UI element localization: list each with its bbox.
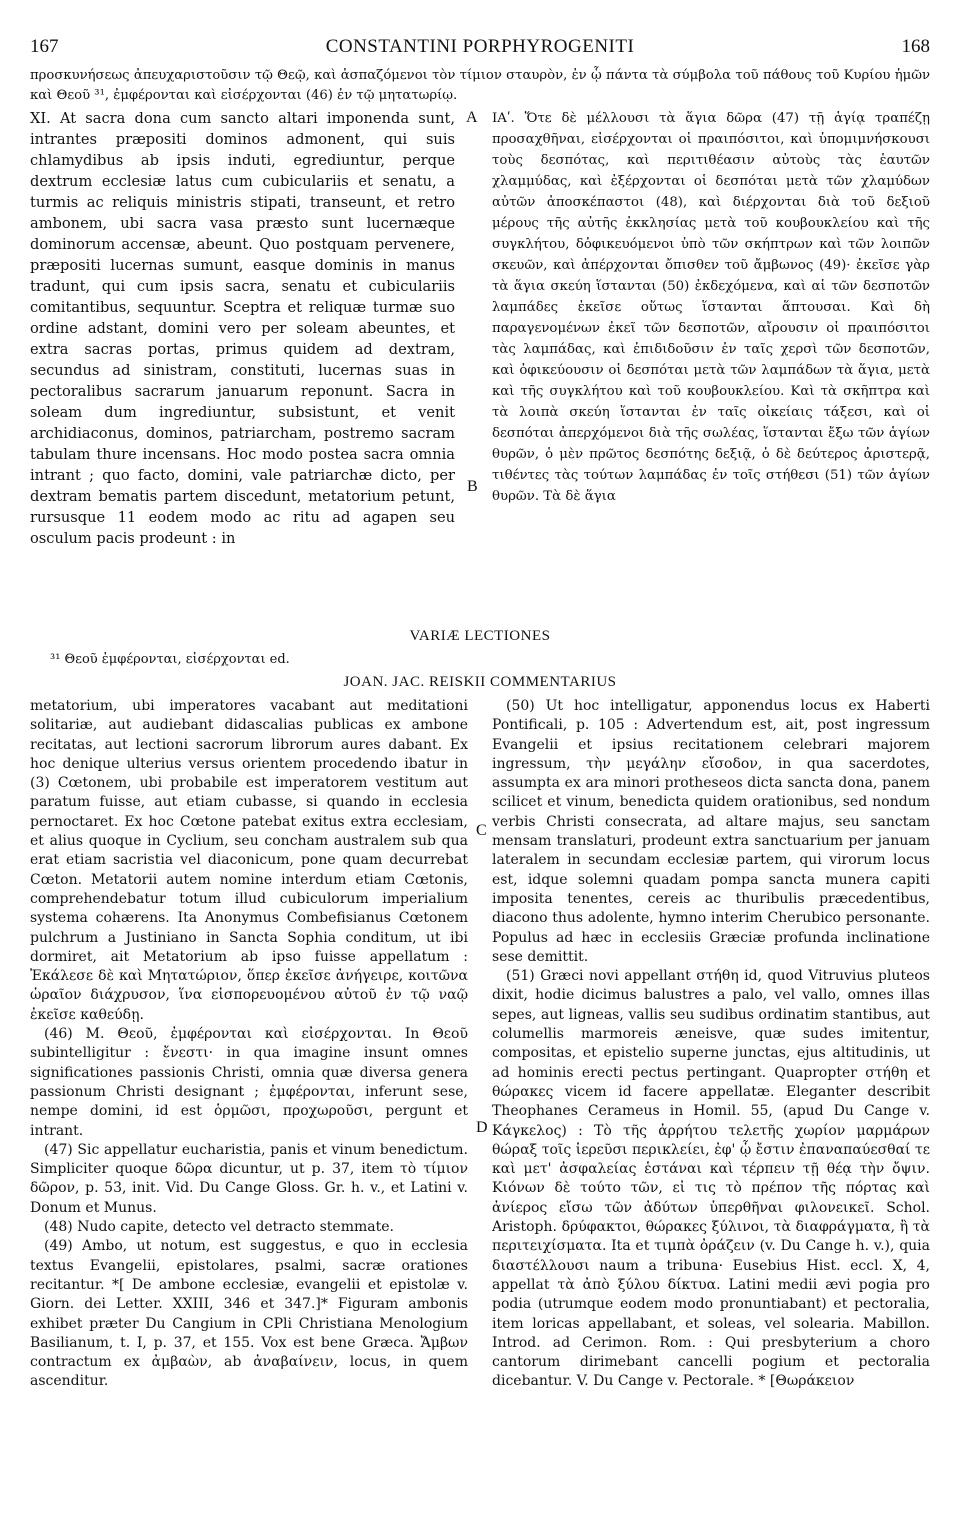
commentary-note: (50) Ut hoc intelligatur, apponendus locus ex Haberti Pontificali, p. 105 : Advertendum est, ait, post ingressum Evangelii et ipsius recitationem celebrari majorem ingressum, τὴν μεγάλην εἴσοδον, in qua sacerdotes, assumpta ex ara minori protheseos dicta sancta dona, panem scilicet et vinum, benedicta quidem orationibus, sed nondum verbis Christi consecrata, ad altare majus, seu sanctam mensam translaturi, prodeunt extra sanctuarium per januam lateralem in secundam ecclesiæ partem, qui virorum locus est, idque solemni quadam pompa sancta munera capiti imposita tenentes, cereis ac thuribulis præcedentibus, diacono thus adolente, hymno interim Cherubico personante. Populus ad hæc in ecclesiis Græciæ profunda inclinatione sese demittit. [492,698,930,965]
commentary-note: (47) Sic appellatur eucharistia, panis et vinum benedictum. Simpliciter quoque δῶρα dicuntur, ut p. 37, item τὸ τίμιον δῶρον, p. 53, init. Vid. Du Cange Gloss. Gr. h. v., et Latini v. Donum et Munus. [30,1141,468,1216]
margin-marker-d: D [476,1119,488,1136]
commentary-note: (51) Græci novi appellant στήθη id, quod Vitruvius pluteos dixit, hodie dicimus balustres a palo, vel vallo, omnes illas sepes, aut ligneas, vallis seu sudibus ordinatim stantibus, aut columellis marmoreis æneisve, quæ sudes imitentur, compositas, et epistelio superne junctas, ejus altitudinis, ut ad hominis erecti pectus pertingant. Quapropter στήθη et θώρακες vicem id facere appellatæ. Eleganter describit Theophanes Cerameus in Homil. 55, (apud Du Cange v. Κάγκελος) : Τὸ τῆς ἀρρήτου τελετῆς χωρίον μαρμάρων θώραξ τοῖς ἱερεῦσι περικλείει, ἐφ' ᾧ ἔστιν ἐπαναπαύεσθαί τε καὶ μετ' ἀσφαλείας ἑστάναι καὶ τέρπειν τῇ θέᾳ τὴν ὄψιν. Κιόνων δὲ τούτο τῶν, εἰ τις τὸ πρέπον τῆς πόρτας καὶ ἀνίερος εἴσω τῶν ἀδύτων ὑπερθῆναι φιλονεικεῖ. Schol. Aristoph. δρύφακτοι, θώρακες ξύλινοι, τὰ διαφράγματα, ἢ τὰ περιτειχίσματα. Ita et τιμπὰ ὀράζειν (v. Du Cange h. v.), quia διαστέλλουσι naum a tribuna· Eusebius Hist. eccl. X, 4, appellat τὰ ἀπὸ ξύλου δίκτυα. Latini medii ævi pogia pro podia (utrumque eodem modo pronuntiabant) et pectoralia, item loricas appellabant, et soleas, vel solearia. Mabillon. Introd. ad Cerimon. Rom. : Qui presbyterium a choro cantorum dirimebant cancelli pogium et pectoralia dicebantur. V. Du Cange v. Pectorale. * [Θωράκειον [492,968,930,1390]
commentary-right-column [492,697,930,1392]
running-title: CONSTANTINI PORPHYROGENITI [325,36,635,57]
commentary-note: (49) Ambo, ut notum, est suggestus, e quo in ecclesia textus Evangelii, epistolares, psalmi, sacræ orationes recitantur. *[ De ambone ecclesiæ, evangelii et epistolæ v. Giorn. dei Letter. XXIII, 346 et 347.]* Figuram ambonis exhibet præter Du Cangium in CPli Christiana Menologium Basilianum, t. I, p. 37, et 155. Vox est bene Græca. Ἄμβων contractum ex ἀμβαὼν, ab ἀναβαίνειν, locus, in quem ascenditur. [30,1238,468,1390]
margin-marker-b: B [467,478,478,495]
greek-continuation: προσκυνήσεως ἀπευχαριστοῦσιν τῷ Θεῷ, καὶ ἀσπαζόμενοι τὸν τίμιον σταυρὸν, ἐν ᾧ πάντα τὰ σύμβολα τοῦ πάθους τοῦ Κυρίου ἡμῶν καὶ Θεοῦ ³¹, ἐμφέρονται καὶ εἰσέρχονται (46) ἐν τῷ μητατωρίῳ. [30,68,930,103]
margin-marker-c: C [476,822,487,839]
commentary-left-column [30,697,468,1392]
commentary-heading: JOAN. JAC. REISKII COMMENTARIUS [343,674,617,690]
page-number-right: 168 [901,36,930,57]
greek-text-column: ΙΑʹ. Ὅτε δὲ μέλλουσι τὰ ἅγια δῶρα (47) τῇ ἁγίᾳ τραπέζῃ προσαχθῆναι, εἰσέρχονται οἱ πραιπόσιτοι, καὶ ὑπομιμνήσκουσι τοὺς δεσπότας, καὶ περιτιθέασιν αὐτοὺς τὰς ἑαυτῶν χλαμμύδας, καὶ ἐξέρχονται οἱ δεσπόται μετὰ τῶν χλαμύδων αὐτῶν ἀποσκέπαστοι (48), καὶ διέρχονται διὰ τοῦ δεξιοῦ μέρους τῆς αὐτῆς ἐκκλησίας μετὰ τοῦ κουβουκλείου καὶ τῆς συγκλήτου, δὀφικευόμενοι ὑπὸ τῶν σκήπτρων καὶ τῶν λοιπῶν σκευῶν, καὶ ἀπέρχονται ὄπισθεν τοῦ ἄμβωνος (49)· ἐκεῖσε γὰρ τὰ ἅγια σκεύη ἵστανται (50) ἐκδεχόμενα, καὶ αἱ τῶν δεσποτῶν λαμπάδες ἐκεῖσε οὕτως ἵστανται ἅπτουσαι. Καὶ δὴ παραγενομένων ἐκεῖ τῶν δεσποτῶν, αἴρουσιν οἱ πραιπόσιτοι τὰς λαμπάδας, καὶ ἐπιδιδοῦσιν ἐν ταῖς χερσὶ τῶν δεσποτῶν, καὶ ὀφικεύουσιν οἱ δεσπόται μετὰ τῶν λαμπάδων τὰ ἅγια, μετὰ καὶ τῆς συγκλήτου καὶ τοῦ κουβουκλείου. Καὶ τὰ σκῆπτρα καὶ τὰ λοιπὰ σκεύη ἵστανται ἐν ταῖς οἰκείαις τάξεσι, καὶ οἱ δεσπόται ἀπερχόμενοι διὰ τῆς σωλέας, ἵστανται ἔξω τῶν ἁγίων θυρῶν, ὁ μὲν πρῶτος δεσπότης δεξιᾷ, ὁ δὲ δεύτερος ἀριστερᾷ, τιθέντες τὰς τούτων λαμπάδας ἐν τοῖς στήθεσι (51) τῶν ἁγίων θυρῶν. Τὰ δὲ ἅγια [492,111,930,504]
page-number-left: 167 [30,36,59,57]
variae-lectiones-heading: VARIÆ LECTIONES [409,628,551,644]
margin-marker-a: A [466,109,478,126]
variant-note: ³¹ Θεοῦ ἐμφέρονται, εἰσέρχονται ed. [50,652,290,667]
latin-translation-column: XI. At sacra dona cum sancto altari imponenda sunt, intrantes præpositi dominos admonent, qui suis chlamydibus ab ipsis induti, egrediuntur, perque dextrum ecclesiæ latus cum cubiculariis et senatu, a turmis ac reliquis ministris stipati, transeunt, et retro ambonem, ubi sacra vasa præsto sunt lucernæque dominorum accensæ, abeunt. Quo postquam pervenere, præpositi lucernas sumunt, easque dominis in manus tradunt, qui cum ipsis sacra, senatu et cubiculariis comitantibus, sequuntur. Sceptra et reliquæ turmæ suo ordine adstant, domini vero per soleam abeuntes, et extra sacras portas, primus quidem ad dextram, secundus ad sinistram, constituti, lucernas suas in pectoralibus sacrarum januarum reponunt. Sacra in soleam dum ingrediuntur, subsistunt, et venit archidiaconus, dominos, patriarcham, postremo sacram tabulam thure incensans. Hoc modo postea sacra omnia intrant ; quo facto, domini, vale patriarchæ dicto, per dextram bematis partem discedunt, metatorium petunt, rursusque 11 eodem modo ac ritu ad agapen seu osculum pacis prodeunt : in [30,110,455,547]
commentary-note: metatorium, ubi imperatores vacabant aut meditationi solitariæ, aut audiebant didascalias publicas ex ambone recitatas, aut lectioni sacrorum librorum aures dabant. Ex hoc denique ulterius versus orientem procedendo ibatur in (3) Cœtonem, ubi probabile est imperatorem vestitum aut paratum fuisse, aut etiam cubasse, si quando in ecclesia pernoctaret. Ex hoc Cœtone patebat exitus extra ecclesiam, et alius quoque in Cyclium, seu concham australem sub qua erat etiam sacristia vel diaconicum, pone quam decurrebat Cœton. Metatorii autem nomine interdum etiam Cœtonis, comprehendebatur totum illud cubiculorum imperialium systema cohærens. Ita Anonymus Combefisianus Cœtonem pulchrum a Justiniano in Sancta Sophia conditum, ut ibi dormiret, ait Metatorium ab ipso fuisse appellatum : Ἐκάλεσε δὲ καὶ Μητατώριον, ὅπερ ἐκεῖσε ἀνήγειρε, κοιτῶνα ὡραῖον διάχρυσον, ἵνα εἰσπορευομένου αὐτοῦ ἐν τῷ ναῷ ἐκεῖσε καθεύδῃ. [30,698,468,1023]
commentary-note: (48) Nudo capite, detecto vel detracto stemmate. [44,1219,394,1236]
running-header [30,36,930,62]
commentary-note: (46) M. Θεοῦ, ἐμφέρονται καὶ εἰσέρχονται. In Θεοῦ subintelligitur : ἔνεστι· in qua imagine insunt omnes significationes passionis Christi, omnia quæ diversa genera passionum Christi designant ; ἐμφέρονται, inferunt sese, nempe domini, id est ὁρμῶσι, προχωροῦσι, pergunt et intrant. [30,1026,468,1139]
